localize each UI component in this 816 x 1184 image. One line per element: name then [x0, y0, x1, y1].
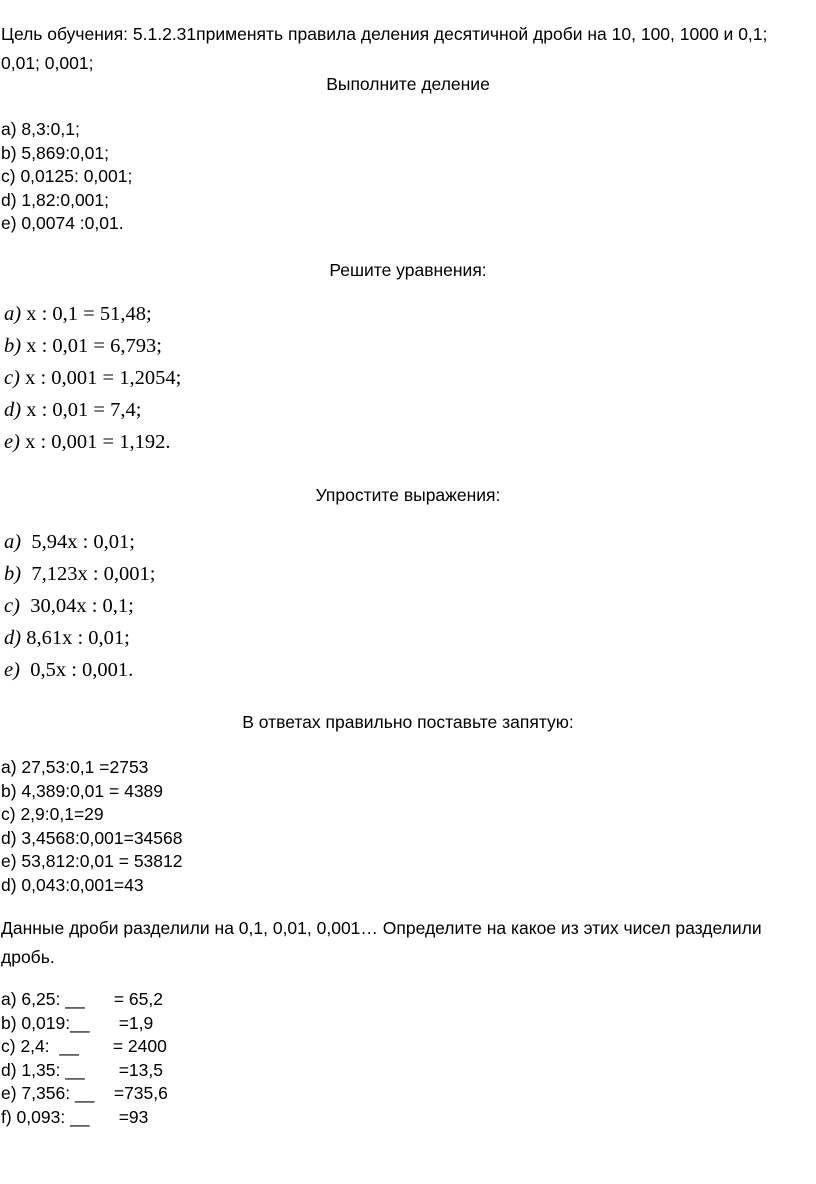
- equation-label-e: e): [4, 431, 20, 453]
- equation-expr-e: x : 0,001 = 1,192.: [19, 431, 171, 453]
- simplify-label-d: d): [4, 627, 22, 649]
- equation-item-a: [4, 298, 181, 330]
- equation-label-a: a): [4, 303, 22, 325]
- division-item-d: d) 1,82:0,001;: [1, 189, 109, 210]
- division-item-a: a) 8,3:0,1;: [1, 119, 80, 139]
- heading-equations: Решите уравнения:: [329, 260, 487, 280]
- equation-exercises: [4, 298, 181, 458]
- equation-item-c: [4, 362, 181, 394]
- simplify-expr-e: 0,5x : 0,001.: [19, 659, 134, 681]
- heading-simplify: Упростите выражения:: [315, 485, 501, 505]
- equation-item-e: [4, 426, 181, 458]
- equation-label-b: b): [4, 335, 22, 357]
- division-exercises: [1, 118, 132, 236]
- simplify-item-a: [4, 526, 155, 558]
- divisor-item-a: a) 6,25: __ = 65,2: [1, 989, 163, 1009]
- learning-goal: Цель обучения: 5.1.2.31применять правила деления десятичной дроби на 10, 100, 1000 и 0,1; 0,01; 0,001;: [1, 24, 768, 73]
- simplify-expr-d: 8,61x : 0,01;: [21, 627, 130, 649]
- simplify-item-c: [4, 590, 155, 622]
- divisor-item-d: d) 1,35: __ =13,5: [1, 1059, 163, 1080]
- simplify-item-d: [4, 622, 155, 654]
- heading-division: Выполните деление: [326, 74, 490, 94]
- simplify-expr-c: 30,04x : 0,1;: [19, 595, 134, 617]
- division-item-e: e) 0,0074 :0,01.: [1, 213, 124, 234]
- comma-item-d: d) 3,4568:0,001=34568: [1, 827, 183, 848]
- equation-expr-d: x : 0,01 = 7,4;: [21, 399, 142, 421]
- comma-item-b: b) 4,389:0,01 = 4389: [1, 780, 164, 801]
- division-item-c: c) 0,0125: 0,001;: [1, 166, 133, 187]
- comma-item-c: c) 2,9:0,1=29: [1, 804, 104, 825]
- divisor-item-e: e) 7,356: __ =735,6: [1, 1083, 168, 1104]
- simplify-item-b: [4, 558, 155, 590]
- simplify-label-e: e): [4, 659, 20, 681]
- simplify-expr-a: 5,94x : 0,01;: [21, 531, 135, 553]
- comma-item-e: e) 53,812:0,01 = 53812: [1, 851, 183, 872]
- comma-item-a: a) 27,53:0,1 =2753: [1, 757, 149, 777]
- simplify-label-c: c): [4, 595, 20, 617]
- equation-expr-c: x : 0,001 = 1,2054;: [19, 367, 182, 389]
- simplify-expr-b: 7,123x : 0,001;: [21, 563, 156, 585]
- equation-item-b: [4, 330, 181, 362]
- equation-expr-a: x : 0,1 = 51,48;: [21, 303, 152, 325]
- comma-exercises: [1, 756, 183, 898]
- division-item-b: b) 5,869:0,01;: [1, 142, 109, 163]
- equation-item-d: [4, 394, 181, 426]
- divisor-exercises: [1, 988, 168, 1130]
- divisor-task-text: Данные дроби разделили на 0,1, 0,01, 0,001… Определите на какое из этих чисел разделили дробь.: [1, 918, 762, 967]
- divisor-item-c: c) 2,4: __ = 2400: [1, 1036, 167, 1057]
- simplify-exercises: [4, 526, 155, 686]
- simplify-label-a: a): [4, 531, 22, 553]
- equation-label-d: d): [4, 399, 22, 421]
- divisor-item-f: f) 0,093: __ =93: [1, 1106, 149, 1127]
- divisor-item-b: b) 0,019:__ =1,9: [1, 1012, 154, 1033]
- simplify-item-e: [4, 654, 155, 686]
- comma-item-f: d) 0,043:0,001=43: [1, 874, 144, 895]
- equation-expr-b: x : 0,01 = 6,793;: [21, 335, 162, 357]
- heading-comma: В ответах правильно поставьте запятую:: [242, 712, 574, 732]
- simplify-label-b: b): [4, 563, 22, 585]
- equation-label-c: c): [4, 367, 20, 389]
